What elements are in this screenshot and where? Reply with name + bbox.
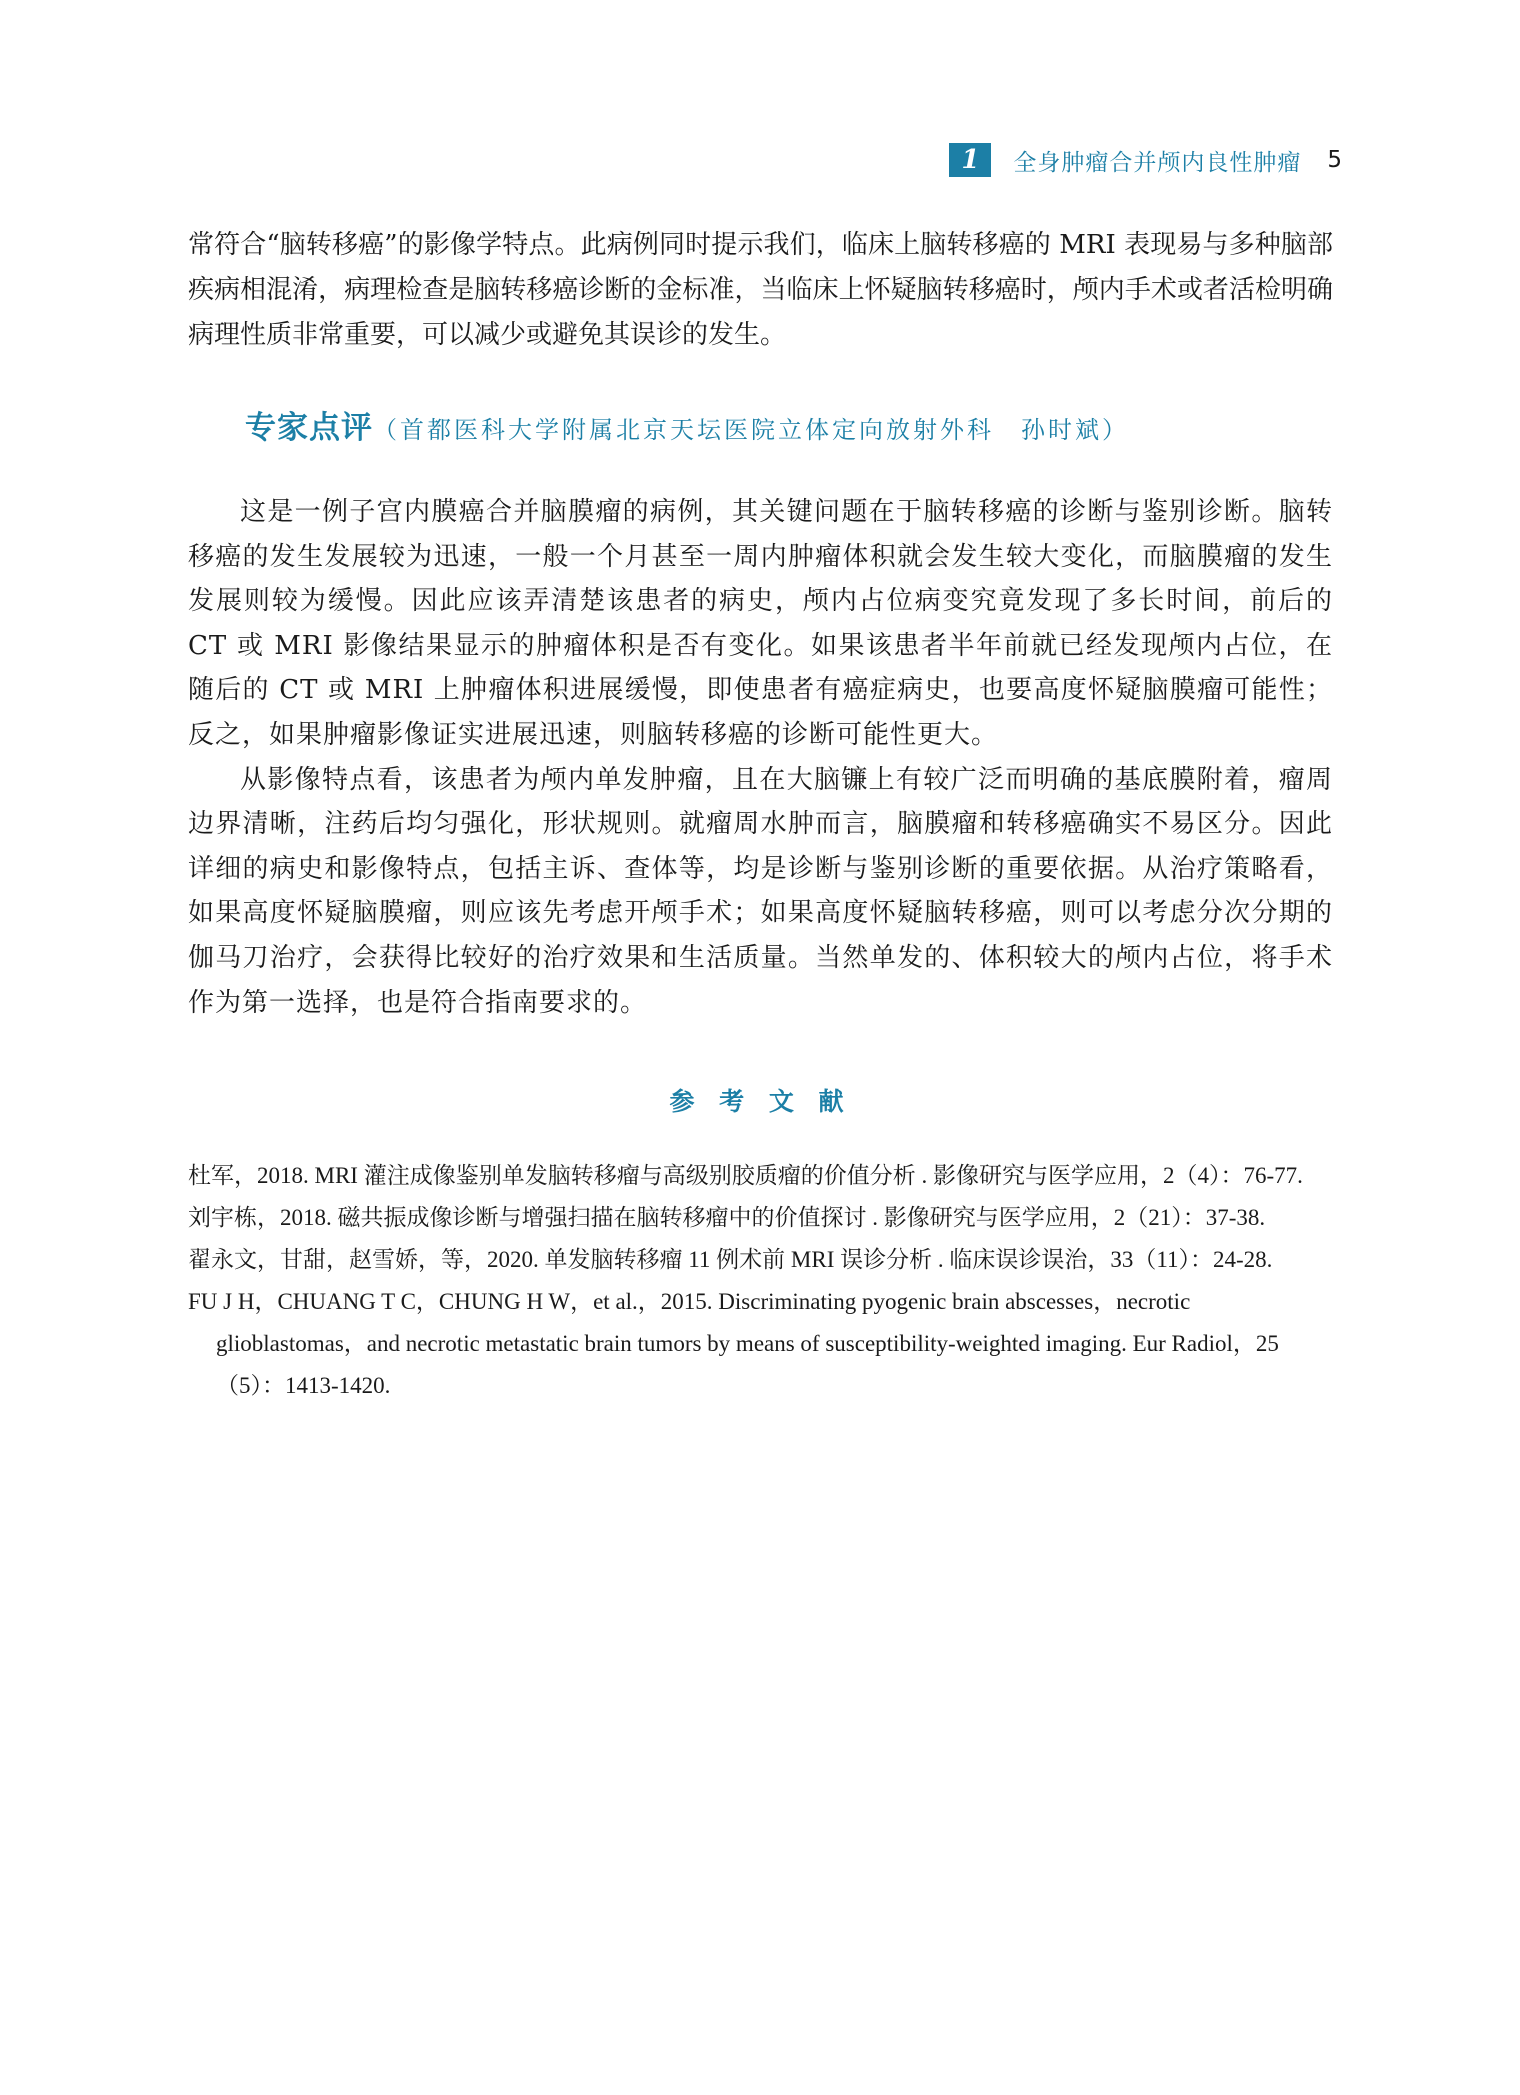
chapter-title: 全身肿瘤合并颅内良性肿瘤 <box>1013 149 1302 176</box>
expert-commentary <box>188 490 1333 1025</box>
commentary-paragraph-2: 从影像特点看，该患者为颅内单发肿瘤，且在大脑镰上有较广泛而明确的基底膜附着，瘤周边界清晰，注药后均匀强化，形状规则。就瘤周水肿而言，脑膜瘤和转移癌确实不易区分。因此详细的病史和影像特点，包括主诉、查体等，均是诊断与鉴别诊断的重要依据。从治疗策略看，如果高度怀疑脑膜瘤，则应该先考虑开颅手术；如果高度怀疑脑转移癌，则可以考虑分次分期的伽马刀治疗，会获得比较好的治疗效果和生活质量。当然单发的、体积较大的颅内占位，将手术作为第一选择，也是符合指南要求的。 <box>188 764 1333 1018</box>
expert-comment-title: 专家点评 <box>245 410 373 446</box>
references-list <box>188 1155 1333 1407</box>
chapter-number-badge: 1 <box>949 143 991 177</box>
reference-item-3: 翟永文，甘甜，赵雪娇，等，2020. 单发脑转移瘤 11 例术前 MRI 误诊分析 . 临床误诊误治，33（11）：24-28. <box>188 1247 1273 1272</box>
page-number: 5 <box>1327 147 1342 173</box>
reference-item-1: 杜军，2018. MRI 灌注成像鉴别单发脑转移瘤与高级别胶质瘤的价值分析 . 影像研究与医学应用，2（4）：76-77. <box>188 1163 1303 1188</box>
expert-comment-heading <box>245 402 1335 447</box>
commentary-paragraph-1: 这是一例子宫内膜癌合并脑膜瘤的病例，其关键问题在于脑转移癌的诊断与鉴别诊断。脑转移癌的发生发展较为迅速，一般一个月甚至一周内肿瘤体积就会发生较大变化，而脑膜瘤的发生发展则较为缓慢。因此应该弄清楚该患者的病史，颅内占位病变究竟发现了多长时间，前后的 CT 或 MRI 影像结果显示的肿瘤体积是否有变化。如果该患者半年前就已经发现颅内占位，在随后的 CT 或 MRI 上肿瘤体积进展缓慢，即使患者有癌症病史，也要高度怀疑脑膜瘤可能性；反之，如果肿瘤影像证实进展迅速，则脑转移癌的诊断可能性更大。 <box>188 497 1333 750</box>
references-heading: 参 考 文 献 <box>669 1087 852 1116</box>
intro-text: 常符合“脑转移癌”的影像学特点。此病例同时提示我们，临床上脑转移癌的 MRI 表现易与多种脑部疾病相混淆，病理检查是脑转移癌诊断的金标准，当临床上怀疑脑转移癌时，颅内手术或者活检明确病理性质非常重要，可以减少或避免其误诊的发生。 <box>188 230 1333 350</box>
expert-affiliation: （首都医科大学附属北京天坛医院立体定向放射外科 孙时斌） <box>373 416 1129 444</box>
intro-paragraph <box>188 223 1333 358</box>
page-header <box>949 143 1342 177</box>
reference-item-2: 刘宇栋，2018. 磁共振成像诊断与增强扫描在脑转移瘤中的价值探讨 . 影像研究与医学应用，2（21）：37-38. <box>188 1205 1266 1230</box>
reference-item-4: FU J H，CHUANG T C，CHUNG H W，et al.，2015. Discriminating pyogenic brain abscesses，necrotic glioblastomas，and necrotic metastatic brain tumors by means of susceptibility-weighted imaging. Eur Radiol，25（5）：1413-1420. <box>188 1289 1279 1398</box>
